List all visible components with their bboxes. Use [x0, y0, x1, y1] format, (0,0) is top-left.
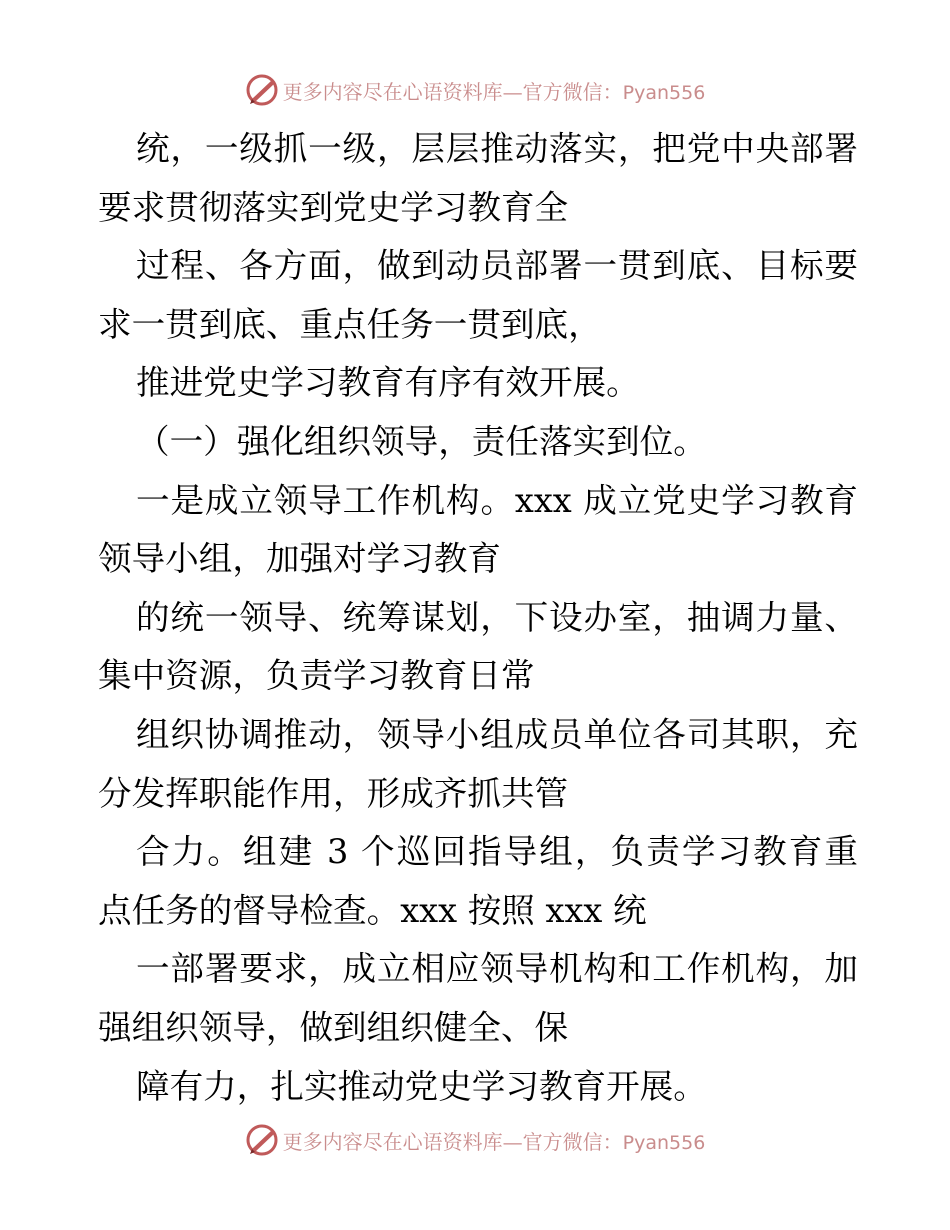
document-body: [98, 120, 858, 1116]
watermark-text: 更多内容尽在心语资料库—官方微信：Pyan556: [282, 79, 706, 104]
text-line: 组织协调推动，领导小组成员单位各司其职，充: [136, 714, 858, 754]
text-line: （一）强化组织领导，责任落实到位。: [136, 421, 707, 461]
text-line: 合力。组建 3 个巡回指导组，负责学习教育重: [136, 832, 858, 872]
text-line: 强组织领导，做到组织健全、保: [98, 1007, 569, 1047]
text-line: 点任务的督导检查。xxx 按照 xxx 统: [98, 890, 647, 930]
text-line: 领导小组，加强对学习教育: [98, 539, 501, 579]
pen-logo-icon: [245, 73, 279, 107]
text-line: 一部署要求，成立相应领导机构和工作机构，加: [136, 949, 858, 989]
footer-watermark: [0, 1120, 950, 1160]
text-line: 一是成立领导工作机构。xxx 成立党史学习教育: [136, 480, 858, 520]
text-line: 集中资源，负责学习教育日常: [98, 656, 535, 696]
text-line: 推进党史学习教育有序有效开展。: [136, 363, 640, 403]
header-watermark: [0, 70, 950, 110]
text-line: 统，一级抓一级，层层推动落实，把党中央部署: [136, 129, 858, 168]
text-line: 的统一领导、统筹谋划，下设办室，抽调力量、: [136, 597, 858, 637]
text-line: 过程、各方面，做到动员部署一贯到底、目标要: [136, 246, 858, 286]
text-line: 障有力，扎实推动党史学习教育开展。: [136, 1066, 707, 1106]
watermark-text: 更多内容尽在心语资料库—官方微信：Pyan556: [282, 1129, 706, 1154]
text-line: 分发挥职能作用，形成齐抓共管: [98, 773, 569, 813]
text-line: 求一贯到底、重点任务一贯到底，: [98, 304, 602, 344]
pen-logo-icon: [245, 1123, 279, 1157]
text-line: 要求贯彻落实到党史学习教育全: [98, 187, 569, 227]
